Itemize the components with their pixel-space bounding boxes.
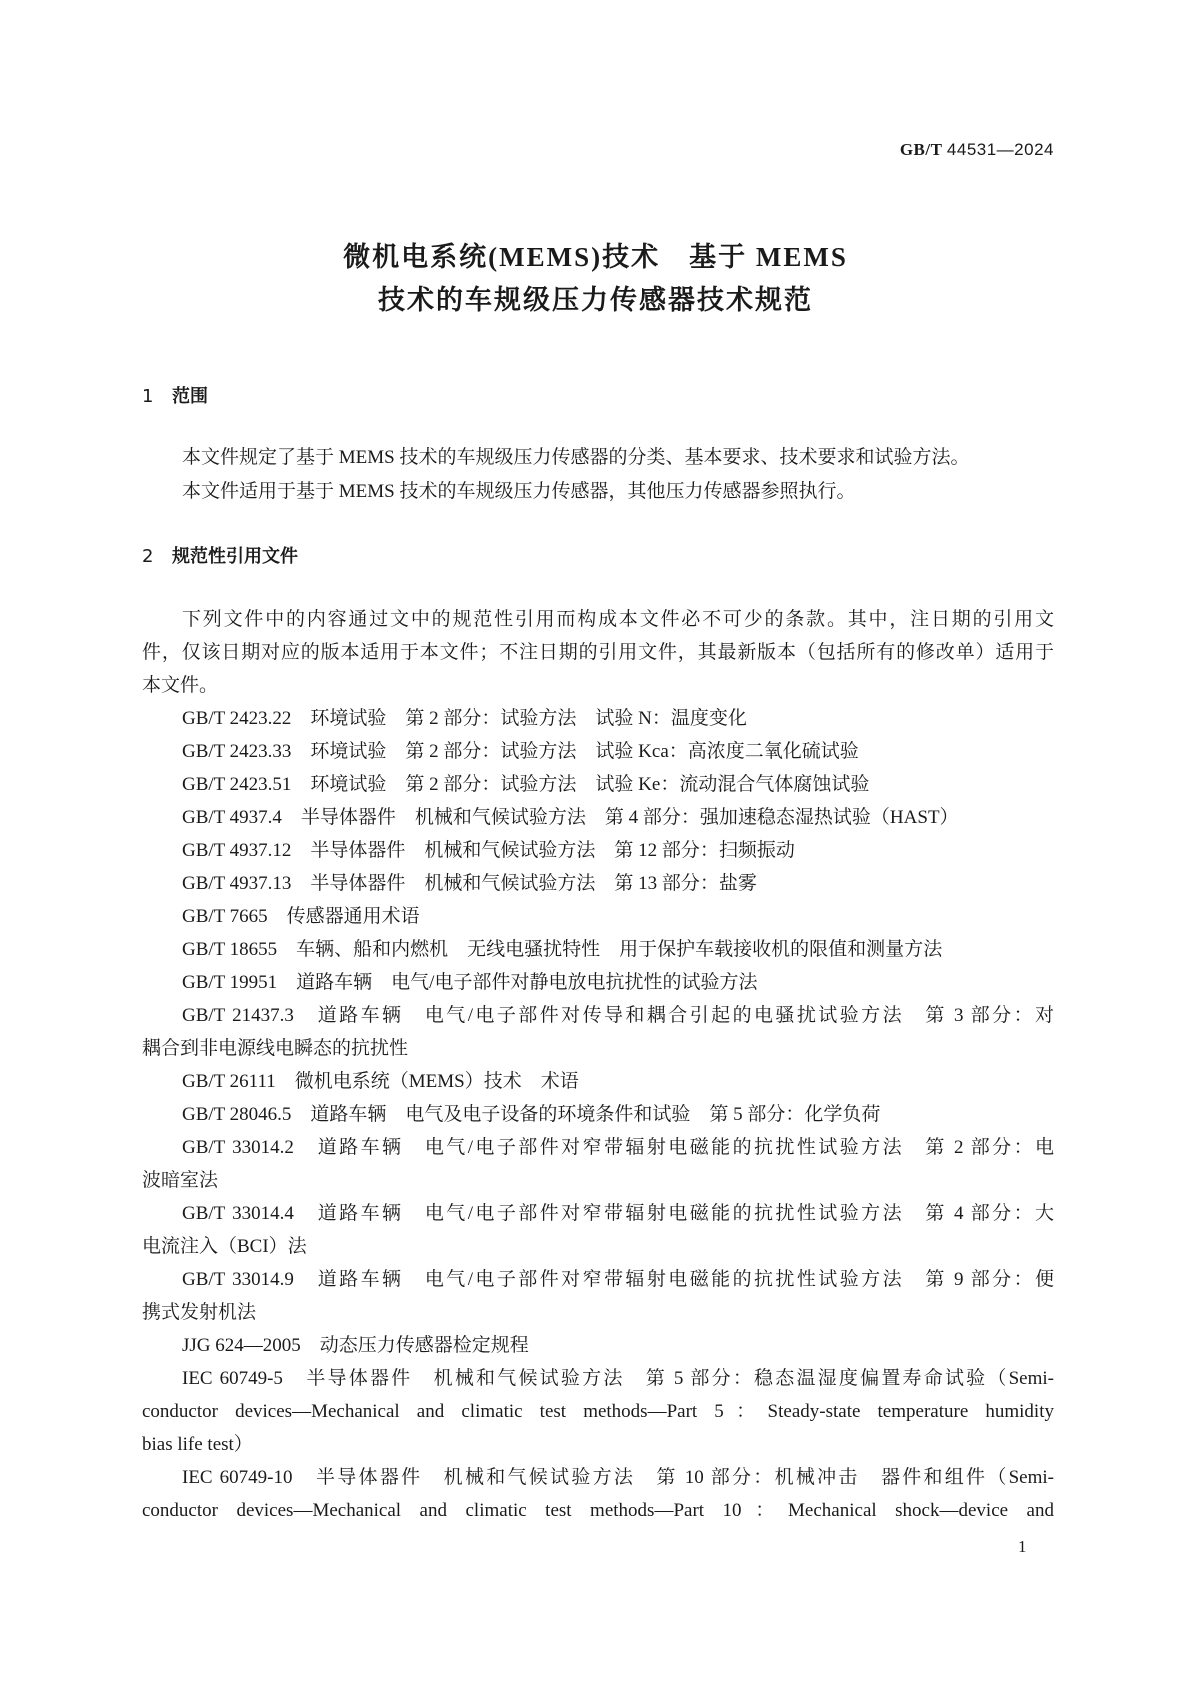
text-line: GB/T 2423.33 环境试验 第 2 部分：试验方法 试验 Kca：高浓度二氧化硫试验 — [182, 741, 859, 762]
document-code-number: 44531—2024 — [946, 140, 1054, 159]
text-line: GB/T 4937.4 半导体器件 机械和气候试验方法 第 4 部分：强加速稳态湿热试验（HAST） — [182, 807, 959, 828]
text-line: GB/T 2423.22 环境试验 第 2 部分：试验方法 试验 N：温度变化 — [182, 708, 747, 729]
text-line: 电流注入（BCI）法 — [142, 1236, 307, 1257]
text-line: IEC 60749-10 半导体器件 机械和气候试验方法 第 10 部分：机械冲击 器件和组件（Semi- — [182, 1467, 1054, 1488]
text-line: GB/T 28046.5 道路车辆 电气及电子设备的环境条件和试验 第 5 部分：化学负荷 — [182, 1104, 881, 1125]
section-body-normative-references — [142, 603, 1054, 1527]
text-line: GB/T 18655 车辆、船和内燃机 无线电骚扰特性 用于保护车载接收机的限值和测量方法 — [182, 939, 943, 960]
page-number: 1 — [1018, 1537, 1027, 1556]
text-line: 携式发射机法 — [142, 1302, 257, 1323]
text-line: IEC 60749-5 半导体器件 机械和气候试验方法 第 5 部分：稳态温湿度偏置寿命试验（Semi- — [182, 1368, 1054, 1389]
text-line: GB/T 19951 道路车辆 电气/电子部件对静电放电抗扰性的试验方法 — [182, 972, 758, 993]
section-heading-normative-references — [142, 545, 298, 569]
text-line: 本文件适用于基于 MEMS 技术的车规级压力传感器，其他压力传感器参照执行。 — [182, 481, 856, 502]
text-line: conductor devices—Mechanical and climatic test methods—Part 10：Mechanical shock—device and — [142, 1500, 1054, 1521]
text-line: JJG 624—2005 动态压力传感器检定规程 — [182, 1335, 529, 1356]
text-line: 件，仅该日期对应的版本适用于本文件；不注日期的引用文件，其最新版本（包括所有的修改单）适用于 — [142, 642, 1054, 663]
text-line: GB/T 26111 微机电系统（MEMS）技术 术语 — [182, 1071, 579, 1092]
section-number: 2 — [142, 546, 154, 567]
section-heading-scope — [142, 385, 208, 409]
section-title: 范围 — [172, 386, 208, 407]
section-title: 规范性引用文件 — [172, 546, 298, 567]
text-line: GB/T 7665 传感器通用术语 — [182, 906, 420, 927]
document-code-prefix: GB/T — [899, 140, 943, 159]
text-line: GB/T 33014.4 道路车辆 电气/电子部件对窄带辐射电磁能的抗扰性试验方法 第 4 部分：大 — [182, 1203, 1054, 1224]
text-line: GB/T 4937.12 半导体器件 机械和气候试验方法 第 12 部分：扫频振动 — [182, 840, 795, 861]
text-line: 波暗室法 — [142, 1170, 219, 1191]
section-body-scope — [142, 441, 1054, 509]
text-line: 本文件规定了基于 MEMS 技术的车规级压力传感器的分类、基本要求、技术要求和试验方法。 — [182, 447, 970, 468]
document-code — [900, 140, 1054, 160]
text-line: GB/T 33014.9 道路车辆 电气/电子部件对窄带辐射电磁能的抗扰性试验方法 第 9 部分：便 — [182, 1269, 1054, 1290]
document-title-line-2: 技术的车规级压力传感器技术规范 — [378, 285, 813, 315]
text-line: 本文件。 — [142, 675, 219, 696]
section-number: 1 — [142, 386, 154, 407]
text-line: conductor devices—Mechanical and climatic test methods—Part 5：Steady-state temperature humidity — [142, 1401, 1054, 1422]
text-line: GB/T 4937.13 半导体器件 机械和气候试验方法 第 13 部分：盐雾 — [182, 873, 757, 894]
text-line: bias life test） — [142, 1434, 253, 1455]
text-line: GB/T 21437.3 道路车辆 电气/电子部件对传导和耦合引起的电骚扰试验方法 第 3 部分：对 — [182, 1005, 1054, 1026]
text-line: 下列文件中的内容通过文中的规范性引用而构成本文件必不可少的条款。其中，注日期的引用文 — [182, 609, 1054, 630]
text-line: GB/T 2423.51 环境试验 第 2 部分：试验方法 试验 Ke：流动混合气体腐蚀试验 — [182, 774, 870, 795]
text-line: GB/T 33014.2 道路车辆 电气/电子部件对窄带辐射电磁能的抗扰性试验方法 第 2 部分：电 — [182, 1137, 1054, 1158]
document-title-line-1: 微机电系统(MEMS)技术 基于 MEMS — [343, 242, 848, 272]
text-line: 耦合到非电源线电瞬态的抗扰性 — [142, 1038, 409, 1059]
